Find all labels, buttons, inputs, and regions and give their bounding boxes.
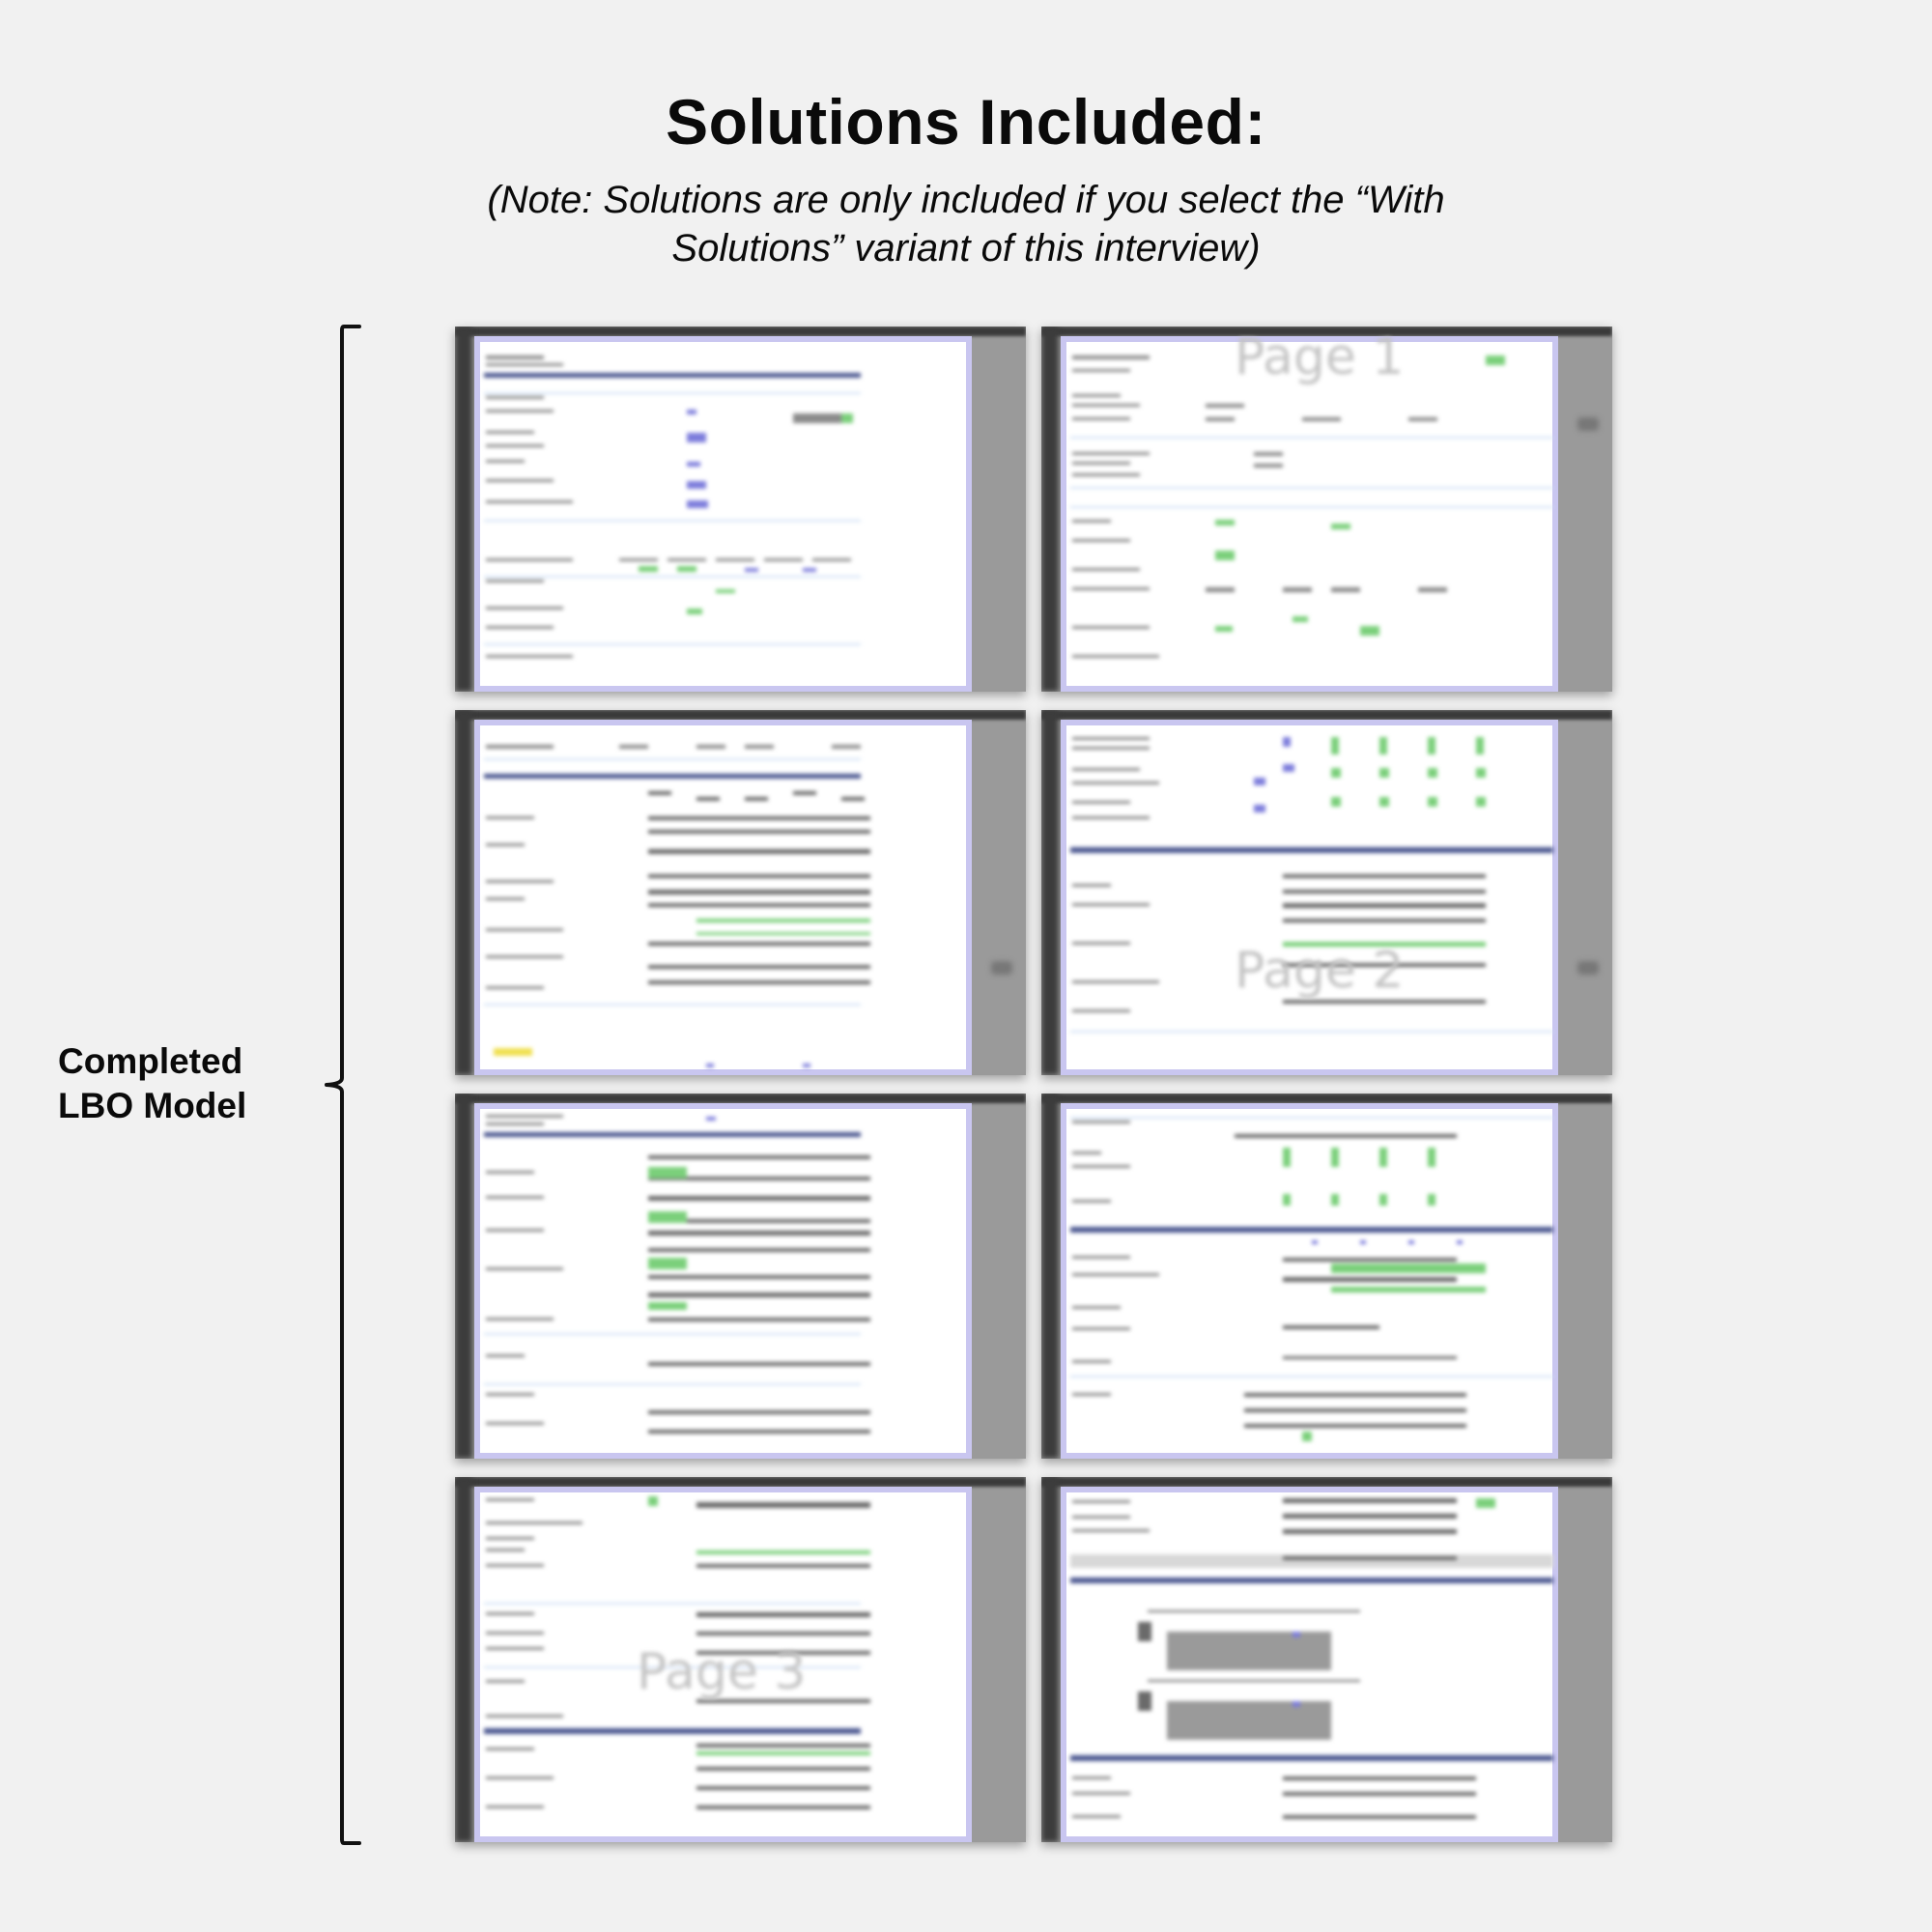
model-page-thumbnail: [455, 327, 1026, 692]
page-watermark: Page 1: [1235, 328, 1405, 386]
model-page-thumbnail: [455, 1477, 1026, 1842]
model-page-thumbnail: [455, 710, 1026, 1075]
model-page-thumbnail: [1041, 1094, 1612, 1459]
page-title: Solutions Included:: [666, 86, 1266, 157]
model-page-thumbnail: [1041, 1477, 1612, 1842]
completed-lbo-model-label: [58, 1039, 319, 1128]
label-line-2: LBO Model: [58, 1086, 247, 1125]
solutions-note: [386, 176, 1546, 272]
model-page-thumbnail: [1041, 327, 1612, 692]
model-page-thumbnail: [455, 1094, 1026, 1459]
page-watermark: Page 2: [1235, 942, 1405, 1000]
model-page-thumbnail: [1041, 710, 1612, 1075]
page-watermark: Page 3: [637, 1643, 807, 1701]
label-line-1: Completed: [58, 1041, 243, 1081]
note-line-2: Solutions” variant of this interview): [671, 227, 1261, 270]
curly-brace-icon: [317, 325, 363, 1845]
note-line-1: (Note: Solutions are only included if you select the “With: [487, 179, 1445, 221]
